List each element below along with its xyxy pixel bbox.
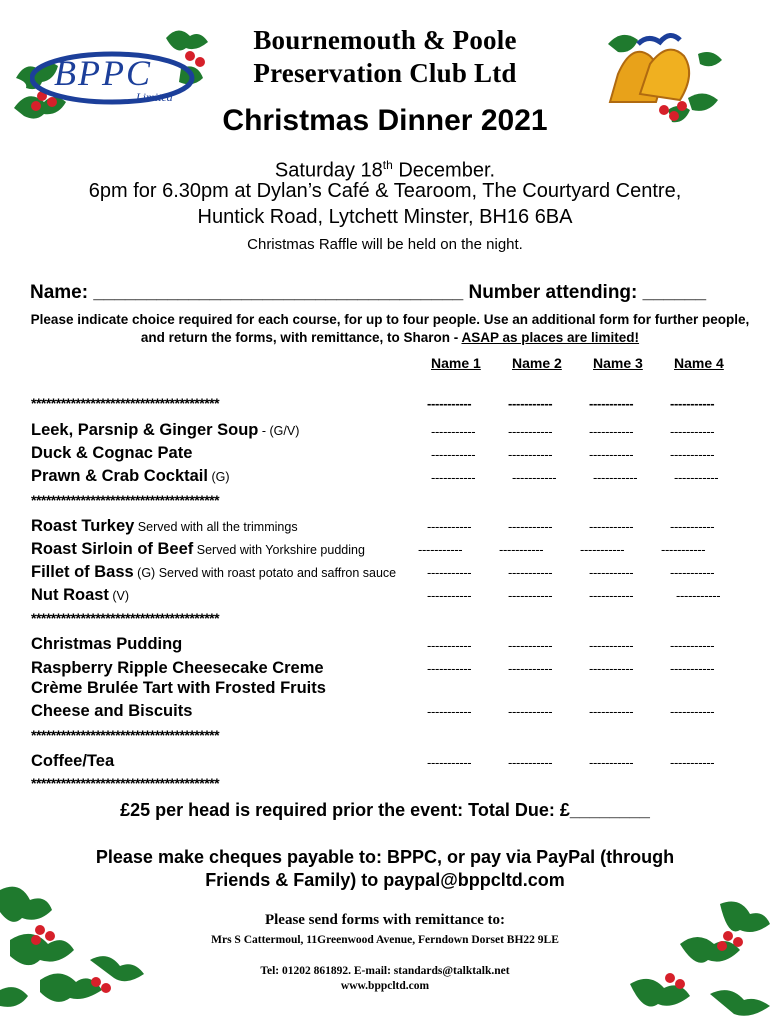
menu-item-starter <box>31 467 230 486</box>
choice-field[interactable]: ----------- <box>508 661 553 676</box>
menu-item-main <box>31 586 129 605</box>
club-name <box>0 24 770 90</box>
menu-item-name: Duck & Cognac Pate <box>31 444 193 462</box>
event-date-suffix: th <box>382 158 393 172</box>
menu-item-name: Christmas Pudding <box>31 635 183 653</box>
menu-item-note: (V) <box>108 589 130 603</box>
choice-field[interactable]: ----------- <box>427 396 472 411</box>
column-name-1: Name 1 <box>431 355 481 371</box>
holly-bottom-left-icon <box>0 870 160 1024</box>
menu-item-note: (G) Served with roast potato and saffron sauce <box>133 566 397 580</box>
instructions <box>20 311 760 347</box>
choice-field[interactable]: ----------- <box>670 755 715 770</box>
choice-field[interactable]: ----------- <box>427 755 472 770</box>
choice-field[interactable]: ----------- <box>661 542 706 557</box>
menu-item-dessert <box>31 635 182 654</box>
choice-field[interactable]: ----------- <box>580 542 625 557</box>
choice-field[interactable]: ----------- <box>508 519 553 534</box>
menu-item-note: Served with all the trimmings <box>134 520 298 534</box>
choice-field[interactable]: ----------- <box>593 470 638 485</box>
venue-line1: 6pm for 6.30pm at Dylan’s Café & Tearoom, The Courtyard Centre, <box>88 180 682 202</box>
club-name-line2: Preservation Club Ltd <box>253 58 517 88</box>
separator: ************************************** <box>31 492 220 508</box>
choice-field[interactable]: ----------- <box>508 565 553 580</box>
column-name-3: Name 3 <box>593 355 643 371</box>
menu-item-name: Roast Turkey <box>31 517 135 535</box>
choice-field[interactable]: ----------- <box>589 755 634 770</box>
choice-field[interactable]: ----------- <box>589 447 634 462</box>
choice-field[interactable]: ----------- <box>499 542 544 557</box>
contact-tel-email: Tel: 01202 861892. E-mail: standards@talktalk.net <box>260 965 510 977</box>
choice-field[interactable]: ----------- <box>427 519 472 534</box>
menu-item-note: Served with Yorkshire pudding <box>193 543 365 557</box>
price-line: £25 per head is required prior the event: Total Due: £________ <box>120 800 650 820</box>
cheque-line1: Please make cheques payable to: BPPC, or pay via PayPal (through <box>95 847 675 867</box>
choice-field[interactable]: ----------- <box>670 638 715 653</box>
menu-item-dessert <box>31 679 326 698</box>
holly-bottom-right-icon <box>610 894 770 1024</box>
choice-field[interactable]: ----------- <box>508 755 553 770</box>
menu-item-dessert <box>31 659 324 678</box>
menu-item-main <box>31 563 396 582</box>
choice-field[interactable]: ----------- <box>427 565 472 580</box>
choice-field[interactable]: ----------- <box>508 396 553 411</box>
logo-letters: BPPC <box>54 53 152 93</box>
menu-item-starter <box>31 421 299 440</box>
page-title: Christmas Dinner 2021 <box>222 104 548 137</box>
event-date-main: Saturday 18 <box>274 159 383 182</box>
choice-field[interactable]: ----------- <box>674 470 719 485</box>
menu-item-starter <box>31 444 192 463</box>
attending-field[interactable]: ______ <box>642 282 707 303</box>
menu-item-main <box>31 540 365 559</box>
choice-field[interactable]: ----------- <box>427 704 472 719</box>
choice-field[interactable]: ----------- <box>431 447 476 462</box>
menu-item-drink <box>31 752 114 771</box>
menu-item-note: - (G/V) <box>258 424 300 438</box>
choice-field[interactable]: ----------- <box>418 542 463 557</box>
menu-item-name: Nut Roast <box>31 586 109 604</box>
choice-field[interactable]: ----------- <box>589 588 634 603</box>
menu-item-name: Roast Sirloin of Beef <box>31 540 194 558</box>
name-row <box>30 282 706 304</box>
menu-item-note: (G) <box>207 470 230 484</box>
menu-item-name: Raspberry Ripple Cheesecake Creme <box>31 659 324 677</box>
instructions-text: Please indicate choice required for each course, for up to four people. Use an additional form for further people, and return the forms, with remittance, to Sharon - <box>30 312 750 345</box>
choice-field[interactable]: ----------- <box>508 424 553 439</box>
choice-field[interactable]: ----------- <box>508 704 553 719</box>
choice-field[interactable]: ----------- <box>427 661 472 676</box>
logo-tag: Limited <box>136 90 173 104</box>
name-field[interactable]: ___________________________________ <box>93 282 464 303</box>
name-label: Name: <box>30 282 89 303</box>
venue-line2: Huntick Road, Lytchett Minster, BH16 6BA <box>197 206 573 228</box>
choice-field[interactable]: ----------- <box>508 588 553 603</box>
menu-item-name: Crème Brulée Tart with Frosted Fruits <box>31 679 326 697</box>
choice-field[interactable]: ----------- <box>512 470 557 485</box>
choice-field[interactable]: ----------- <box>589 396 634 411</box>
instructions-emphasis: ASAP as places are limited! <box>461 330 640 345</box>
choice-field[interactable]: ----------- <box>670 704 715 719</box>
raffle-note: Christmas Raffle will be held on the night. <box>247 236 523 253</box>
separator: ************************************** <box>31 395 220 411</box>
choice-field[interactable]: ----------- <box>508 638 553 653</box>
separator: ************************************** <box>31 727 220 743</box>
choice-field[interactable]: ----------- <box>676 588 721 603</box>
choice-field[interactable]: ----------- <box>589 565 634 580</box>
choice-field[interactable]: ----------- <box>589 519 634 534</box>
column-name-4: Name 4 <box>674 355 724 371</box>
menu-item-main <box>31 517 298 536</box>
menu-item-name: Leek, Parsnip & Ginger Soup <box>31 421 259 439</box>
menu-item-name: Prawn & Crab Cocktail <box>31 467 208 485</box>
club-name-line1: Bournemouth & Poole <box>253 25 517 55</box>
attending-label: Number attending: <box>468 282 638 303</box>
send-label: Please send forms with remittance to: <box>264 912 506 928</box>
choice-field[interactable]: ----------- <box>670 424 715 439</box>
website-link[interactable]: www.bppcltd.com <box>340 980 430 992</box>
menu-item-name: Fillet of Bass <box>31 563 134 581</box>
cheque-line2: Friends & Family) to paypal@bppcltd.com <box>205 870 565 890</box>
event-date-month: December. <box>392 159 496 182</box>
choice-field[interactable]: ----------- <box>431 470 476 485</box>
choice-field[interactable]: ----------- <box>508 447 553 462</box>
separator: ************************************** <box>31 775 220 791</box>
choice-field[interactable]: ----------- <box>431 424 476 439</box>
choice-field[interactable]: ----------- <box>670 519 715 534</box>
choice-field[interactable]: ----------- <box>670 661 715 676</box>
choice-field[interactable]: ----------- <box>670 447 715 462</box>
menu-item-name: Cheese and Biscuits <box>31 702 193 720</box>
choice-field[interactable]: ----------- <box>427 588 472 603</box>
postal-address: Mrs S Cattermoul, 11Greenwood Avenue, Ferndown Dorset BH22 9LE <box>211 934 559 946</box>
choice-field[interactable]: ----------- <box>589 424 634 439</box>
choice-field[interactable]: ----------- <box>670 396 715 411</box>
menu-item-dessert <box>31 702 192 721</box>
choice-field[interactable]: ----------- <box>589 638 634 653</box>
separator: ************************************** <box>31 610 220 626</box>
choice-field[interactable]: ----------- <box>427 638 472 653</box>
menu-item-name: Coffee/Tea <box>31 752 115 770</box>
column-name-2: Name 2 <box>512 355 562 371</box>
choice-field[interactable]: ----------- <box>589 661 634 676</box>
choice-field[interactable]: ----------- <box>589 704 634 719</box>
choice-field[interactable]: ----------- <box>670 565 715 580</box>
